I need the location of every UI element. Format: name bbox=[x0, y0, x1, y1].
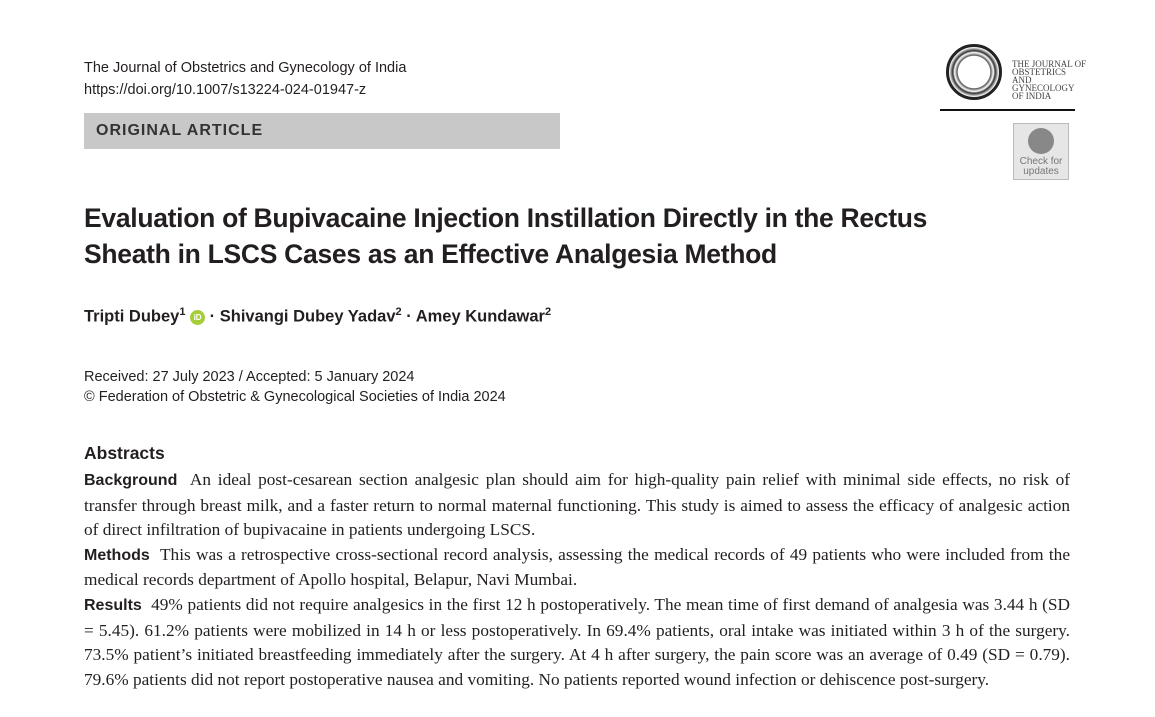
doi-link[interactable]: https://doi.org/10.1007/s13224-024-01947-z bbox=[84, 82, 367, 98]
publication-info bbox=[84, 367, 506, 407]
article-title: Evaluation of Bupivacaine Injection Instillation Directly in the Rectus Sheath in LSCS Cases as an Effective Analgesia Method bbox=[84, 203, 928, 269]
header-rule bbox=[940, 109, 1075, 111]
author[interactable]: Tripti Dubey bbox=[84, 307, 180, 326]
journal-header bbox=[84, 57, 406, 101]
journal-seal-logo bbox=[946, 44, 1002, 100]
author-list: Tripti Dubey$^1$ iD · Shivangi Dubey Yadav$^2$ · Amey Kundawar$^2$ bbox=[84, 306, 552, 326]
copyright: © Federation of Obstetric & Gynecological Societies of India 2024 bbox=[84, 389, 506, 405]
journal-name: The Journal of Obstetrics and Gynecology of India bbox=[84, 60, 407, 76]
article-type-band: ORIGINAL ARTICLE bbox=[84, 113, 560, 149]
author[interactable]: Shivangi Dubey Yadav bbox=[219, 307, 396, 326]
check-for-updates-button[interactable]: Check for updates bbox=[1013, 123, 1069, 180]
abstract-section: Methods This was a retrospective cross-sectional record analysis, assessing the medical records of 49 patients who were included from the medical records department of Apollo hospital, Belapur, Navi Mumbai. bbox=[84, 544, 1070, 590]
abstract-body bbox=[84, 468, 1070, 692]
abstract-section: Results 49% patients did not require analgesics in the first 12 h postoperatively. The mean time of first demand of analgesia was 3.44 h (SD = 5.45). 61.2% patients were mobilized in 14 h or less postoperatively. In 69.4% patients, oral intake was initiated within 3 h of the surgery. 73.5% patient’s initiated breastfeeding immediately after the surgery. At 4 h after surgery, the pain score was an average of 0.49 (SD = 0.79). 79.6% patients did not report postoperative nausea and vomiting. No patients reported wound infection or dehiscence post-surgery. bbox=[84, 594, 1070, 689]
bookmark-icon bbox=[1028, 128, 1054, 154]
journal-logo-text: THE JOURNAL OF OBSTETRICS AND GYNECOLOGY OF INDIA bbox=[1012, 59, 1087, 101]
dates: Received: 27 July 2023 / Accepted: 5 January 2024 bbox=[84, 369, 415, 385]
abstract-section: Background An ideal post-cesarean section analgesic plan should aim for high-quality pain relief with minimal side effects, no risk of transfer through breast milk, and a faster return to normal maternal functioning. This study is aimed to assess the efficacy of analgesic action of direct infiltration of bupivacaine in patients undergoing LSCS. bbox=[84, 470, 1071, 540]
author[interactable]: Amey Kundawar bbox=[415, 307, 545, 326]
abstract-heading: Abstracts bbox=[84, 443, 165, 463]
orcid-icon[interactable]: iD bbox=[190, 310, 205, 325]
